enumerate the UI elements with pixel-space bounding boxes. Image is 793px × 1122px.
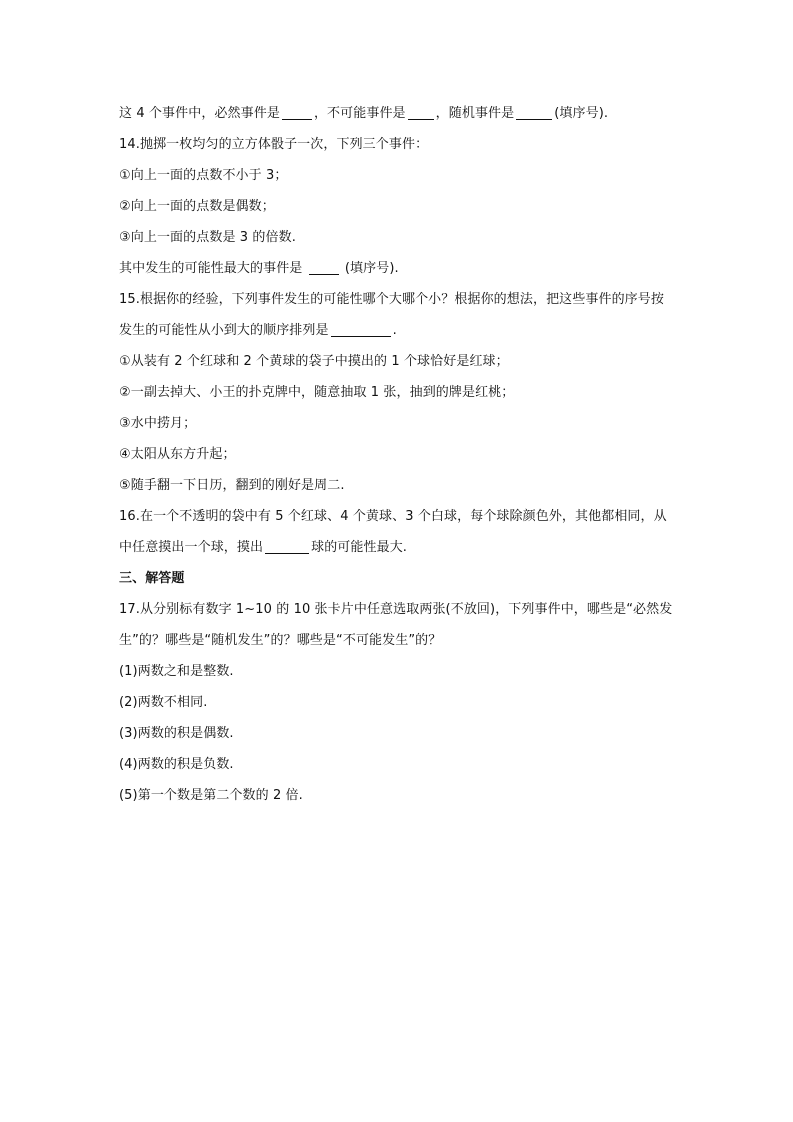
- question-15-option-1: ①从装有 2 个红球和 2 个黄球的袋子中摸出的 1 个球恰好是红球；: [119, 354, 509, 369]
- question-16-part1: 中任意摸出一个球，摸出: [119, 540, 264, 555]
- question-17-item-1: (1)两数之和是整数.: [119, 664, 234, 679]
- question-17-stem-line-2: 生”的？哪些是“随机发生”的？哪些是“不可能发生”的？: [119, 633, 442, 648]
- question-15-stem-part1: 发生的可能性从小到大的顺序排列是: [119, 323, 329, 338]
- question-14-ask-part1: 其中发生的可能性最大的事件是: [119, 261, 303, 276]
- answer-blank: [331, 321, 391, 337]
- question-15-option-4: ④太阳从东方升起；: [119, 447, 236, 462]
- question-17-item-3: (3)两数的积是偶数.: [119, 726, 234, 741]
- question-14-option-2: ②向上一面的点数是偶数；: [119, 199, 275, 214]
- question-15-option-3: ③水中捞月；: [119, 416, 197, 431]
- question-16-line-1: 16.在一个不透明的袋中有 5 个红球、4 个黄球、3 个白球，每个球除颜色外，其他都相同，从: [119, 509, 667, 524]
- question-17-stem-line-1: 17.从分别标有数字 1~10 的 10 张卡片中任意选取两张(不放回)，下列事件中，哪些是“必然发: [119, 602, 673, 617]
- question-13-text-part3: ，随机事件是: [435, 106, 515, 121]
- answer-blank: [408, 104, 434, 120]
- question-14-option-1: ①向上一面的点数不小于 3；: [119, 168, 288, 183]
- question-13-text-part2: ，不可能事件是: [313, 106, 406, 121]
- question-16-line-2: [119, 532, 719, 563]
- answer-blank: [516, 104, 552, 120]
- question-15-option-2: ②一副去掉大、小王的扑克牌中，随意抽取 1 张，抽到的牌是红桃；: [119, 385, 515, 400]
- answer-blank: [265, 538, 309, 554]
- question-13-tail-line: [119, 98, 719, 129]
- question-13-text-part1: 这 4 个事件中，必然事件是: [119, 106, 280, 121]
- answer-blank: [282, 104, 312, 120]
- question-17-item-2: (2)两数不相同.: [119, 695, 208, 710]
- question-15-stem-line-1: 15.根据你的经验，下列事件发生的可能性哪个大哪个小？根据你的想法，把这些事件的序号按: [119, 292, 664, 307]
- question-14-stem: 14.抛掷一枚均匀的立方体骰子一次，下列三个事件：: [119, 137, 429, 152]
- question-14-ask-part2: (填序号).: [344, 261, 399, 276]
- question-14-ask-line: [119, 253, 719, 284]
- question-15-stem-line-2: [119, 315, 719, 346]
- answer-blank: [309, 259, 339, 275]
- question-13-text-part4: (填序号).: [554, 106, 609, 121]
- question-17-item-5: (5)第一个数是第二个数的 2 倍.: [119, 788, 303, 803]
- question-17-item-4: (4)两数的积是负数.: [119, 757, 234, 772]
- question-15-option-5: ⑤随手翻一下日历，翻到的刚好是周二.: [119, 478, 345, 493]
- question-15-stem-part2: .: [392, 323, 397, 338]
- question-14-option-3: ③向上一面的点数是 3 的倍数.: [119, 230, 296, 245]
- question-16-part2: 球的可能性最大.: [311, 540, 408, 555]
- section-heading: 三、解答题: [119, 571, 185, 586]
- document-content: [119, 98, 719, 811]
